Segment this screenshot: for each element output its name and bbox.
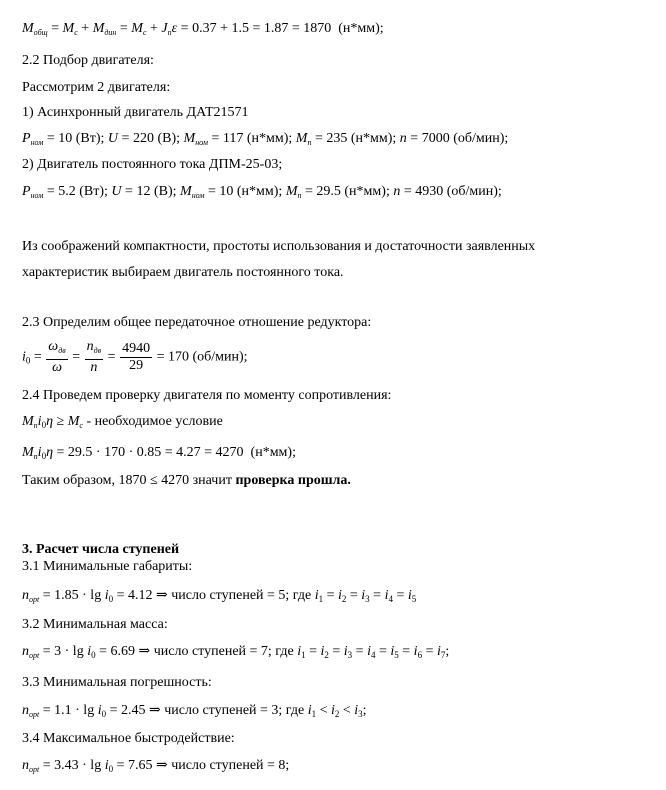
formula-min-mass: $n_{opt} = 3 \cdot \lg i_0 = 6.69$ ⇒ число ступеней = 7; где $i_1 = i_2 = i_3 = i_4 = i_5 = i_6 = i_7$; bbox=[22, 644, 450, 660]
fraction-numeric: $\frac{4940}{29}$ bbox=[122, 341, 151, 373]
section-3-3-heading: 3.3 Минимальная погрешность: bbox=[22, 675, 212, 690]
formula-max-speed: $n_{opt} = 3.43 \cdot \lg i_0 = 7.65$ ⇒ число ступеней = 8; bbox=[22, 758, 290, 774]
section-2-3-heading: 2.3 Определим общее передаточное отношение редуктора: bbox=[22, 315, 372, 330]
formula-min-error: $n_{opt} = 1.1 \cdot \lg i_0 = 2.45$ ⇒ число ступеней = 3; где $i_1 < i_2 < i_3$; bbox=[22, 703, 367, 719]
paragraph-two-motors: Рассмотрим 2 двигателя: bbox=[22, 80, 171, 95]
section-2-2-heading: 2.2 Подбор двигателя: bbox=[22, 53, 154, 68]
motor-1-specs: $P_{ном} = 10$ (Вт); U = 220 (В); $M_{ном} = 117$ (н*мм); $M_п = 235$ (н*мм); n = 7000 (об/мин); bbox=[22, 131, 509, 147]
fraction-omega: $\frac{\omega_{дв}}{\omega}$ bbox=[48, 339, 66, 375]
fraction-n: $\frac{n_{дв}}{n}$ bbox=[86, 339, 102, 375]
conclusion-line-2: характеристик выбираем двигатель постоянного тока. bbox=[22, 265, 344, 280]
motor-1-title: 1) Асинхронный двигатель ДАТ21571 bbox=[22, 105, 249, 120]
condition-line: $M_пi_0\eta \ge M_c$ - необходимое условие bbox=[22, 414, 223, 430]
section-3-heading: 3. Расчет числа ступеней bbox=[22, 542, 180, 557]
motor-2-title: 2) Двигатель постоянного тока ДПМ-25-03; bbox=[22, 157, 283, 172]
formula-min-dimensions: $n_{opt} = 1.85 \cdot \lg i_0 = 4.12$ ⇒ число ступеней = 5; где $i_1 = i_2 = i_3 = i_4 = i_5$ bbox=[22, 588, 417, 604]
formula-total-moment: $M_{общ} = M_c + M_{дин} = M_c + J_п\varepsilon = 0.37 + 1.5 = 1.87 = 1870$ (н*мм); bbox=[22, 21, 384, 37]
check-result: Таким образом, 1870 ≤ 4270 значит проверка прошла. bbox=[22, 473, 351, 488]
section-3-2-heading: 3.2 Минимальная масса: bbox=[22, 617, 168, 632]
check-calculation: $M_пi_0\eta = 29.5 \cdot 170 \cdot 0.85 = 4.27 = 4270$ (н*мм); bbox=[22, 445, 296, 461]
formula-gear-ratio: $i_0$ = $\frac{\omega_{дв}}{\omega}$ = $\frac{n_{дв}}{n}$ = $\frac{4940}{29}$ = 170 (об/мин); bbox=[22, 339, 248, 375]
section-2-4-heading: 2.4 Проведем проверку двигателя по моменту сопротивления: bbox=[22, 388, 392, 403]
section-3-4-heading: 3.4 Максимальное быстродействие: bbox=[22, 731, 235, 746]
section-3-1-heading: 3.1 Минимальные габариты: bbox=[22, 559, 193, 574]
motor-2-specs: $P_{ном} = 5.2$ (Вт); U = 12 (В); $M_{ном} = 10$ (н*мм); $M_п = 29.5$ (н*мм); n = 4930 (об/мин); bbox=[22, 184, 502, 200]
conclusion-line-1: Из соображений компактности, простоты использования и достаточности заявленных bbox=[22, 239, 536, 254]
